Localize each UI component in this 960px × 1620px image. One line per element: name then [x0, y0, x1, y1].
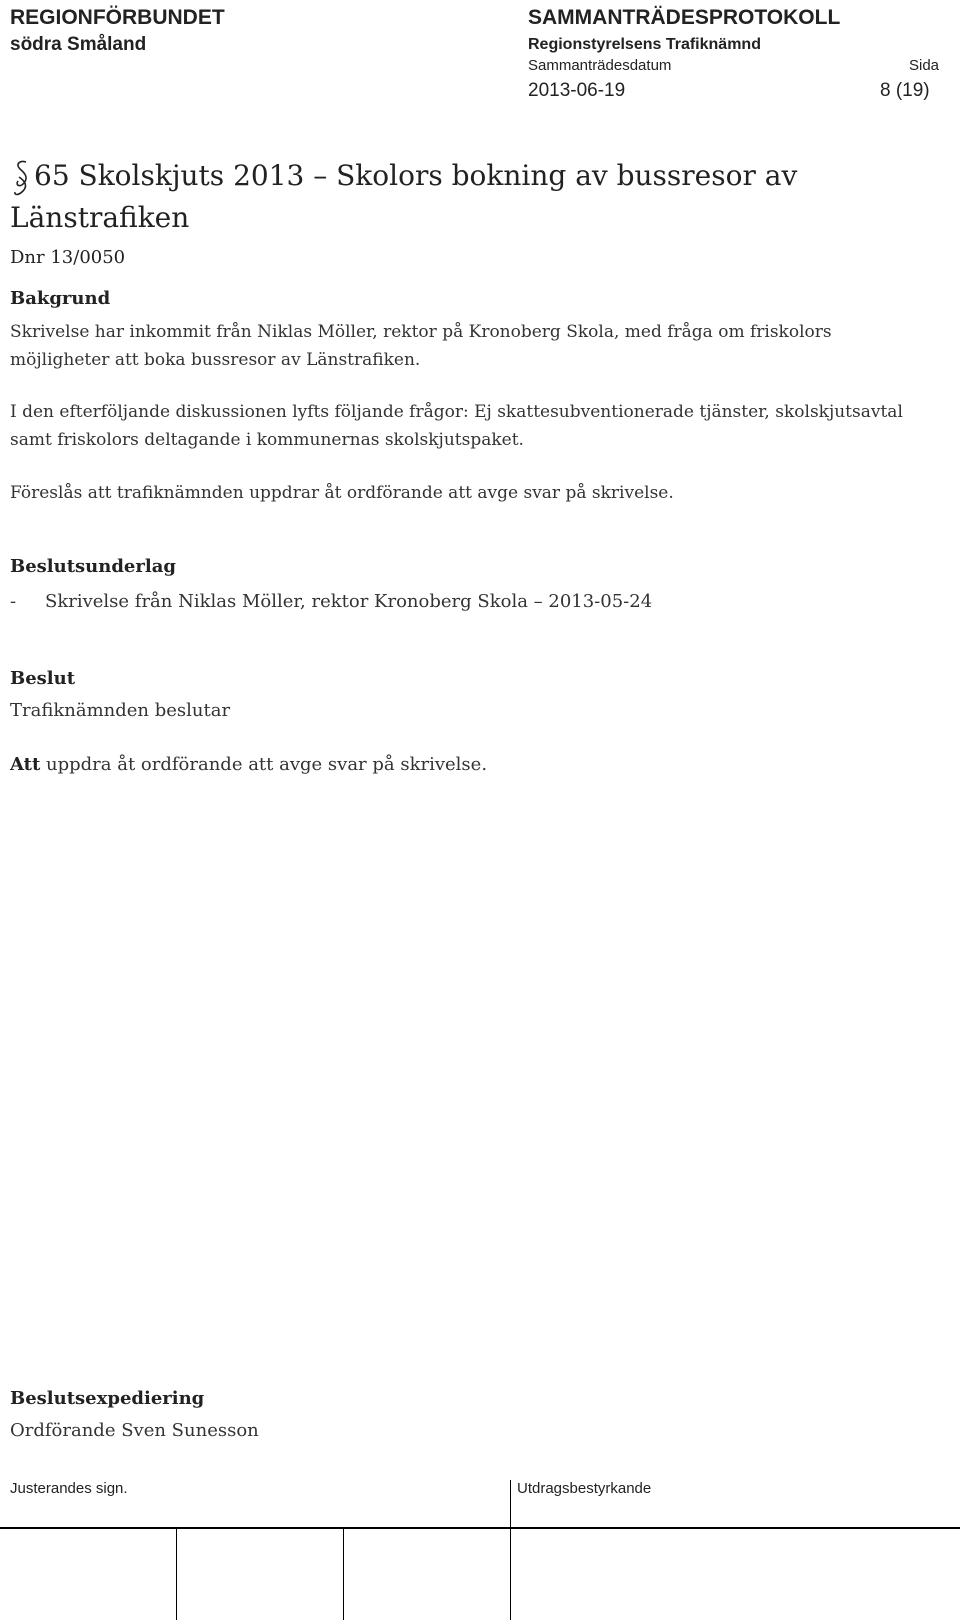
list-bullet: -: [10, 591, 17, 612]
meeting-date: 2013-06-19: [528, 80, 626, 101]
footer-justerandes-label: Justerandes sign.: [10, 1480, 128, 1497]
paragraph-bakgrund-2: I den efterföljande diskussionen lyfts följande frågor: Ej skattesubventionerade tjänster, skolskjutsavtal samt friskolors deltagande i kommunernas skolskjutspaket.: [10, 402, 903, 450]
signature-box-divider: [176, 1527, 177, 1620]
section-title: 65 Skolskjuts 2013 – Skolors bokning av bussresor av Länstrafiken: [10, 159, 798, 234]
page-label: Sida: [909, 57, 940, 74]
list-item-beslutsunderlag: Skrivelse från Niklas Möller, rektor Kronoberg Skola – 2013-05-24: [45, 591, 653, 612]
att-label: Att: [10, 754, 41, 775]
beslutsexpediering-text: Ordförande Sven Sunesson: [10, 1420, 259, 1441]
org-name-line1: REGIONFÖRBUNDET: [10, 6, 225, 29]
meeting-date-label: Sammanträdesdatum: [528, 57, 672, 74]
page-number: 8 (19): [880, 80, 930, 101]
signature-box-divider: [510, 1480, 511, 1620]
paragraph-bakgrund-1: Skrivelse har inkommit från Niklas Möller, rektor på Kronoberg Skola, med fråga om friskolors möjligheter att boka bussresor av Länstrafiken.: [10, 322, 832, 370]
diary-number: Dnr 13/0050: [10, 247, 126, 268]
beslut-att-clause: [10, 754, 487, 775]
heading-beslutsunderlag: Beslutsunderlag: [10, 556, 176, 577]
footer-divider: [0, 1527, 960, 1529]
signature-box-divider: [343, 1527, 344, 1620]
heading-beslutsexpediering: Beslutsexpediering: [10, 1388, 205, 1409]
org-name-line2: södra Småland: [10, 34, 147, 55]
committee-name: Regionstyrelsens Trafiknämnd: [528, 36, 761, 53]
heading-beslut: Beslut: [10, 668, 76, 689]
beslut-intro: Trafiknämnden beslutar: [10, 700, 231, 721]
att-text: uppdra åt ordförande att avge svar på skrivelse.: [40, 754, 488, 775]
document-type: SAMMANTRÄDESPROTOKOLL: [528, 6, 841, 29]
paragraph-bakgrund-3: Föreslås att trafiknämnden uppdrar åt ordförande att avge svar på skrivelse.: [10, 483, 674, 503]
heading-bakgrund: Bakgrund: [10, 288, 111, 309]
footer-utdragsbestyrkande-label: Utdragsbestyrkande: [517, 1480, 652, 1497]
